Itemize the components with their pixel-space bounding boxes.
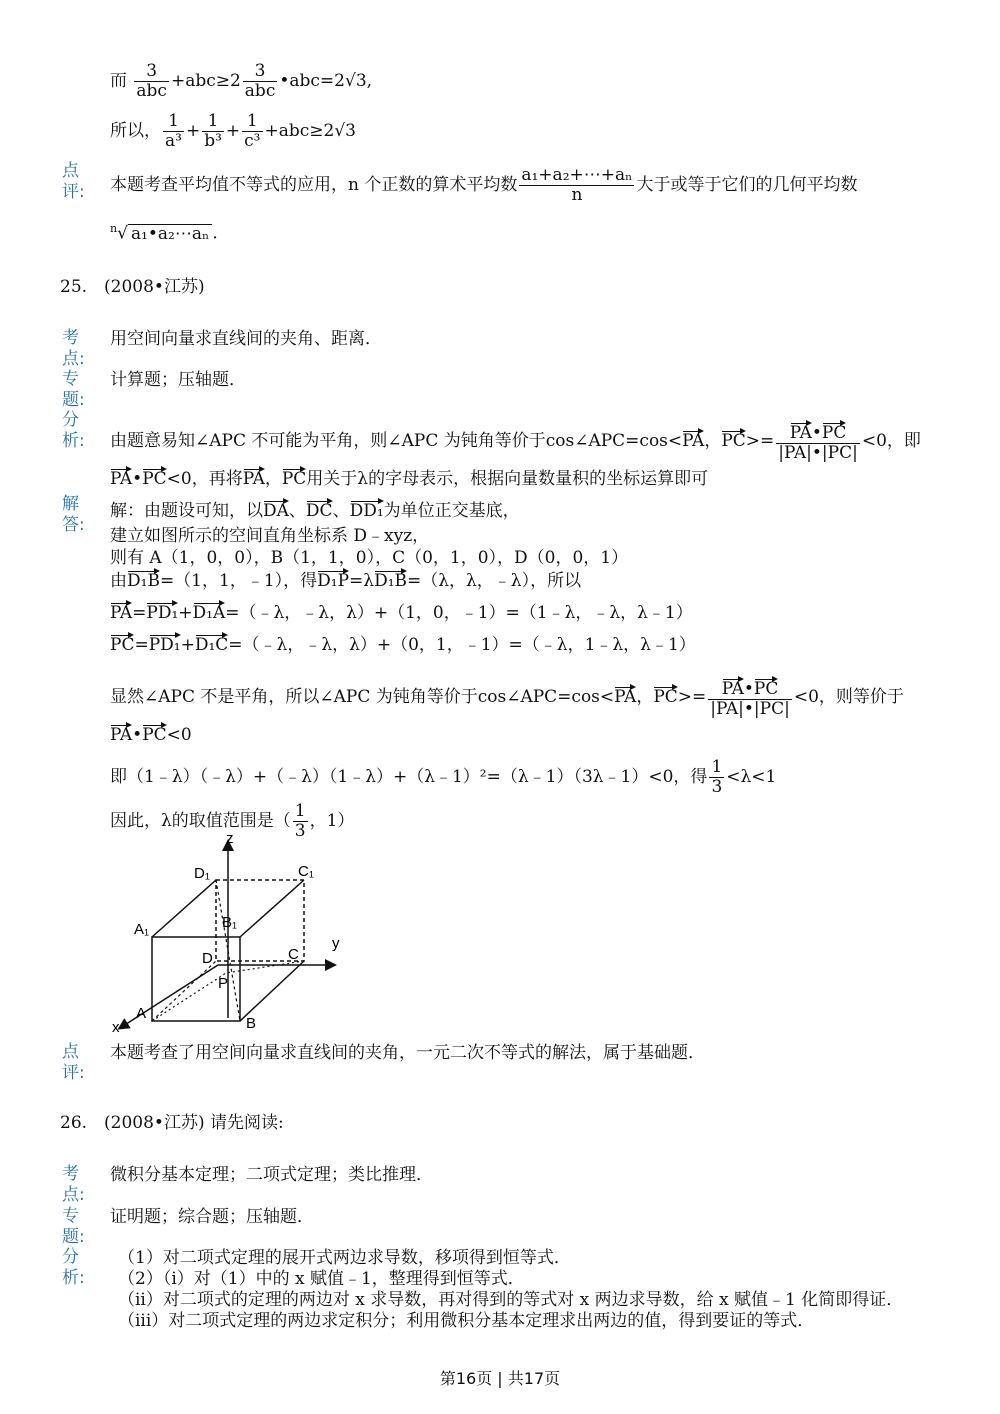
segment-pa bbox=[152, 973, 229, 1021]
label-x: x bbox=[112, 1019, 120, 1036]
zhuanti-label: 专 题: bbox=[62, 369, 85, 410]
jie-line-9: 即（1﹣λ）（﹣λ）+（﹣λ）（1﹣λ）+（λ﹣1）²=（λ﹣1）（3λ﹣1）<0，得 $\frac{1}{3}$ <λ<1 bbox=[110, 757, 777, 797]
label-c: C bbox=[288, 946, 299, 963]
label-a: A bbox=[136, 1005, 147, 1022]
q24-comment-root: $^n$√ a₁•a₂⋯aₙ . bbox=[110, 222, 218, 244]
label-z: z bbox=[226, 830, 234, 847]
fenxi-line-1: 由题意易知∠APC 不可能为平角，则∠APC 为钝角等价于cos∠APC=cos<PA，PC>= $\frac{PA•PC}{|PA|•|PC|}$ <0，即 bbox=[110, 420, 921, 463]
kaodian-text: 用空间向量求直线间的夹角、距离． bbox=[110, 329, 382, 349]
cube-figure bbox=[108, 828, 368, 1040]
label-y: y bbox=[332, 935, 340, 952]
q24-comment: 本题考查平均值不等式的应用，n 个正数的算术平均数 $\frac{\text{a₁+a₂+⋯+aₙ}}{n}$ 大于或等于它们的几何平均数 bbox=[110, 165, 858, 205]
x-axis bbox=[120, 965, 218, 1028]
jie-line-6: PC=PD₁+D₁C=（﹣λ，﹣λ，λ）+（0，1，﹣1）=（﹣λ，1﹣λ，λ﹣1） bbox=[110, 632, 696, 656]
label-c1: C₁ bbox=[298, 863, 314, 880]
label-b: B bbox=[246, 1015, 257, 1032]
jie-line-5: PA=PD₁+D₁A=（﹣λ，﹣λ，λ）+（1，0，﹣1）=（1﹣λ，﹣λ，λ﹣1） bbox=[110, 600, 693, 624]
fraction: $\frac{3}{\text{abc}}$ bbox=[244, 61, 276, 101]
fenxi-line-1: （1）对二项式定理的展开式两边求导数，移项得到恒等式． bbox=[118, 1248, 571, 1268]
jie-line-8: PA•PC<0 bbox=[110, 722, 192, 746]
dianping-label: 点 评: bbox=[62, 1042, 85, 1083]
dianping-text: 本题考查了用空间向量求直线间的夹角，一元二次不等式的解法，属于基础题． bbox=[110, 1043, 705, 1063]
label-d: D bbox=[202, 950, 213, 967]
comment-label: 点 评: bbox=[62, 161, 85, 202]
fenxi-line-3: （ii）对二项式的定理的两边对 x 求导数，再对得到的等式对 x 两边求导数，给 x 赋值﹣1 化简即得证． bbox=[118, 1290, 904, 1310]
fenxi-label: 分 析: bbox=[62, 1247, 85, 1288]
label-d1: D₁ bbox=[194, 865, 210, 882]
fenxi-line-4: （iii）对二项式定理的两边求定积分；利用微积分基本定理求出两边的值，得到要证的等式． bbox=[118, 1311, 815, 1331]
fenxi-label: 分 析: bbox=[62, 410, 85, 451]
fenxi-line-2: （2）（i）对（1）中的 x 赋值﹣1，整理得到恒等式． bbox=[118, 1269, 525, 1289]
fraction: $\frac{1}{3}$ bbox=[294, 801, 306, 841]
q24-line-a: 而 $\frac{3}{\text{abc}}$ +abc≥2 $\frac{3}{\text{abc}}$ •abc=2√3, bbox=[110, 61, 373, 101]
fraction: $\frac{PA•PC}{|PA|•|PC|}$ bbox=[708, 676, 792, 719]
label-b1: B₁ bbox=[222, 914, 238, 931]
jie-line-2: 建立如图所示的空间直角坐标系 D﹣xyz， bbox=[110, 526, 430, 546]
kaodian-label: 考 点: bbox=[62, 1164, 85, 1205]
zhuanti-text: 证明题；综合题；压轴题． bbox=[110, 1207, 314, 1227]
jie-line-4: 由D₁B=（1，1，﹣1），得D₁P=λD₁B=（λ，λ，﹣λ），所以 bbox=[110, 568, 581, 592]
kaodian-text: 微积分基本定理；二项式定理；类比推理． bbox=[110, 1165, 433, 1185]
kaodian-label: 考 点: bbox=[62, 328, 85, 369]
fraction: $\frac{\text{a₁+a₂+⋯+aₙ}}{n}$ bbox=[521, 165, 633, 205]
fraction: $\frac{PA•PC}{|PA|•|PC|}$ bbox=[776, 420, 860, 463]
fraction: $\frac{3}{\text{abc}}$ bbox=[136, 61, 167, 101]
fraction: $\frac{1}{\text{c³}}$ bbox=[244, 111, 261, 151]
label-p: P bbox=[218, 975, 229, 992]
fraction: $\frac{1}{\text{a³}}$ bbox=[165, 111, 182, 151]
q24-line-b: 所以， $\frac{1}{\text{a³}}$ + $\frac{1}{\text{b³}}$ + $\frac{1}{\text{c³}}$ +abc≥2√3 bbox=[110, 111, 356, 151]
fraction: $\frac{1}{\text{b³}}$ bbox=[204, 111, 222, 151]
question-heading: 25. (2008•江苏) bbox=[60, 277, 205, 297]
zhuanti-text: 计算题；压轴题． bbox=[110, 370, 246, 390]
question-heading: 26. (2008•江苏) 请先阅读: bbox=[60, 1113, 284, 1133]
jieda-label: 解 答: bbox=[62, 494, 85, 535]
fenxi-line-2: PA•PC<0，再将PA，PC用关于λ的字母表示，根据向量数量积的坐标运算即可 bbox=[110, 466, 708, 490]
label-a1: A₁ bbox=[134, 921, 150, 938]
page-footer: 第16页 | 共17页 bbox=[439, 1369, 561, 1388]
jie-line-10: 因此，λ的取值范围是（ $\frac{1}{3}$ ，1） bbox=[110, 801, 355, 841]
zhuanti-label: 专 题: bbox=[62, 1206, 85, 1247]
jie-line-1: 解：由题设可知，以DA、DC、DD₁为单位正交基底， bbox=[110, 498, 520, 522]
jie-line-3: 则有 A（1，0，0），B（1，1，0），C（0，1，0），D（0，0，1） bbox=[110, 548, 629, 568]
jie-line-7: 显然∠APC 不是平角，所以∠APC 为钝角等价于cos∠APC=cos<PA，PC>= $\frac{PA•PC}{|PA|•|PC|}$ <0，则等价于 bbox=[110, 676, 904, 719]
fraction: $\frac{1}{3}$ bbox=[711, 757, 723, 797]
